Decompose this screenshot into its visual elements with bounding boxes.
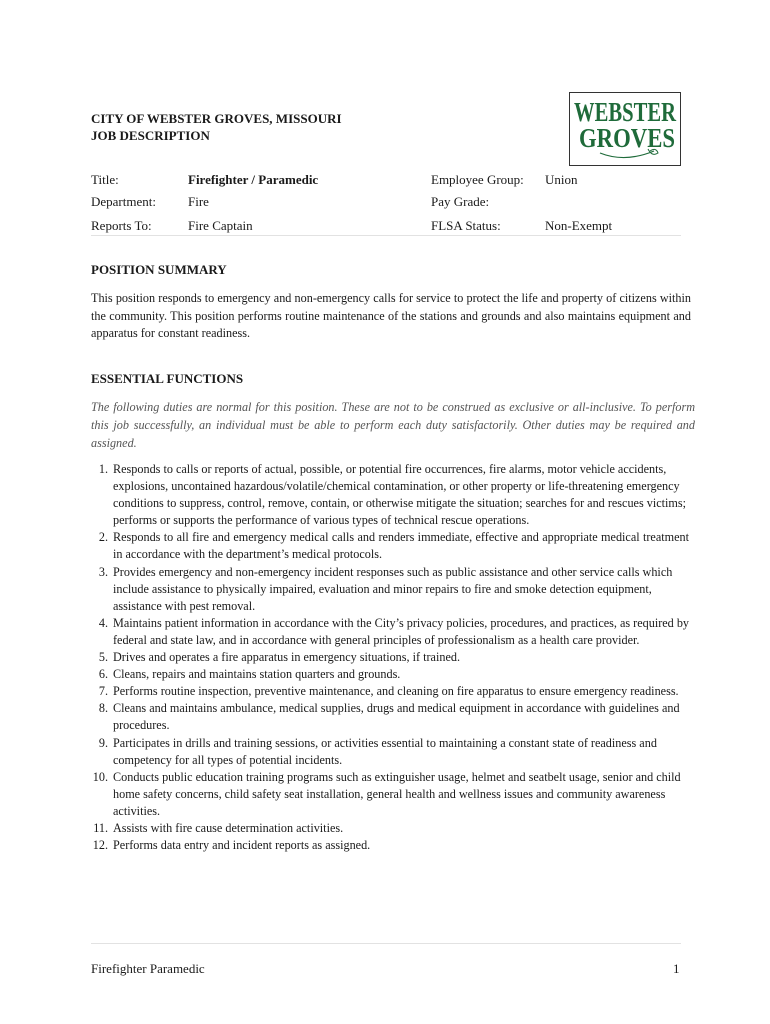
flsa-status-value: Non-Exempt bbox=[545, 218, 613, 233]
position-summary-heading: POSITION SUMMARY bbox=[91, 262, 227, 277]
duty-item bbox=[91, 735, 689, 769]
reports-to-value: Fire Captain bbox=[188, 218, 253, 233]
duty-number: 10. bbox=[92, 769, 108, 784]
duty-text: Responds to all fire and emergency medical calls and renders immediate, effective and appropriate medical treatment in accordance with the department’s medical protocols. bbox=[113, 530, 689, 562]
flsa-status-label: FLSA Status: bbox=[431, 218, 501, 233]
employee-group-value: Union bbox=[545, 172, 578, 187]
duty-item bbox=[91, 649, 689, 666]
duty-text: Assists with fire cause determination activities. bbox=[113, 820, 344, 835]
org-title: CITY OF WEBSTER GROVES, MISSOURI bbox=[91, 111, 342, 126]
duty-number: 12. bbox=[92, 838, 108, 853]
duty-number: 9. bbox=[98, 735, 108, 750]
duty-number: 8. bbox=[98, 701, 108, 716]
duty-number: 1. bbox=[98, 462, 108, 476]
essential-functions-heading: ESSENTIAL FUNCTIONS bbox=[91, 371, 244, 386]
essential-functions-list bbox=[91, 461, 689, 854]
duty-text: Cleans and maintains ambulance, medical supplies, drugs and medical equipment in accordance with guidelines and procedures. bbox=[113, 701, 680, 733]
department-label: Department: bbox=[91, 194, 156, 209]
duty-text: Provides emergency and non-emergency incident responses such as public assistance and other service calls which include assistance to physically impaired, evaluation and minor repairs to fire and smoke detection equipment, assistance with pest removal. bbox=[113, 564, 673, 613]
info-divider bbox=[91, 235, 681, 236]
duty-text: Drives and operates a fire apparatus in emergency situations, if trained. bbox=[113, 650, 460, 665]
duty-item bbox=[91, 820, 689, 837]
duty-number: 7. bbox=[98, 684, 108, 699]
duty-text: Responds to calls or reports of actual, possible, or potential fire occurrences, fire alarms, motor vehicle accidents, explosions, uncontained hazardous/volatile/chemical contamination, or other property or life-threatening emergency conditions to suppress, control, remove, contain, or otherwise mitigate the situation; searches for and rescues victims; performs or supports the performance of various types of technical rescue operations. bbox=[113, 462, 687, 528]
footer-divider bbox=[91, 943, 681, 944]
document-heading bbox=[91, 110, 342, 144]
duty-item bbox=[91, 461, 689, 529]
duty-item bbox=[91, 666, 689, 683]
duty-item bbox=[91, 837, 689, 854]
logo-line-2: GROVES bbox=[579, 123, 675, 153]
footer-title: Firefighter Paramedic bbox=[91, 961, 205, 976]
duty-number: 3. bbox=[98, 564, 108, 579]
duty-text: Performs data entry and incident reports as assigned. bbox=[113, 838, 371, 853]
duty-item bbox=[91, 700, 689, 734]
duty-text: Performs routine inspection, preventive maintenance, and cleaning on fire apparatus to ensure emergency readiness. bbox=[113, 684, 679, 699]
duty-text: Maintains patient information in accordance with the City’s privacy policies, procedures, and practices, as required by federal and state law, and in accordance with general principles of professionalism as a health care provider. bbox=[113, 615, 690, 647]
doc-type: JOB DESCRIPTION bbox=[91, 128, 210, 143]
reports-to-label: Reports To: bbox=[91, 218, 152, 233]
duty-text: Cleans, repairs and maintains station quarters and grounds. bbox=[113, 667, 401, 682]
duty-item bbox=[91, 564, 689, 615]
duty-item bbox=[91, 615, 689, 649]
employee-group-label: Employee Group: bbox=[431, 172, 524, 187]
duty-text: Participates in drills and training sessions, or activities essential to maintaining a constant state of readiness and competency for all types of potential incidents. bbox=[113, 735, 657, 767]
logo-line-1: WEBSTER bbox=[574, 97, 677, 127]
department-value: Fire bbox=[188, 194, 209, 209]
duty-item bbox=[91, 529, 689, 563]
duty-item bbox=[91, 683, 689, 700]
page-number: 1 bbox=[673, 961, 680, 976]
duty-text: Conducts public education training programs such as extinguisher usage, helmet and seatbelt usage, senior and child home safety concerns, child safety seat installation, general health and wellness issues and community awareness activities. bbox=[113, 769, 681, 818]
pay-grade-label: Pay Grade: bbox=[431, 194, 490, 209]
webster-groves-logo bbox=[569, 92, 681, 166]
duty-number: 11. bbox=[93, 820, 108, 835]
duty-item bbox=[91, 769, 689, 820]
duty-number: 6. bbox=[98, 667, 108, 682]
title-label: Title: bbox=[91, 172, 119, 187]
duty-number: 4. bbox=[98, 615, 108, 630]
essential-functions-intro: The following duties are normal for this position. These are not to be construed as exclusive or all-inclusive. To perform this job successfully, an individual must be able to perform each duty satisfactorily. Other duties may be required and assigned. bbox=[91, 400, 695, 450]
duty-number: 2. bbox=[98, 530, 108, 545]
duty-number: 5. bbox=[98, 650, 108, 665]
position-summary-text: This position responds to emergency and non-emergency calls for service to protect the life and property of citizens within the community. This position performs routine maintenance of the stations and grounds and also maintains equipment and apparatus for constant readiness. bbox=[91, 291, 691, 340]
title-value: Firefighter / Paramedic bbox=[188, 172, 319, 187]
